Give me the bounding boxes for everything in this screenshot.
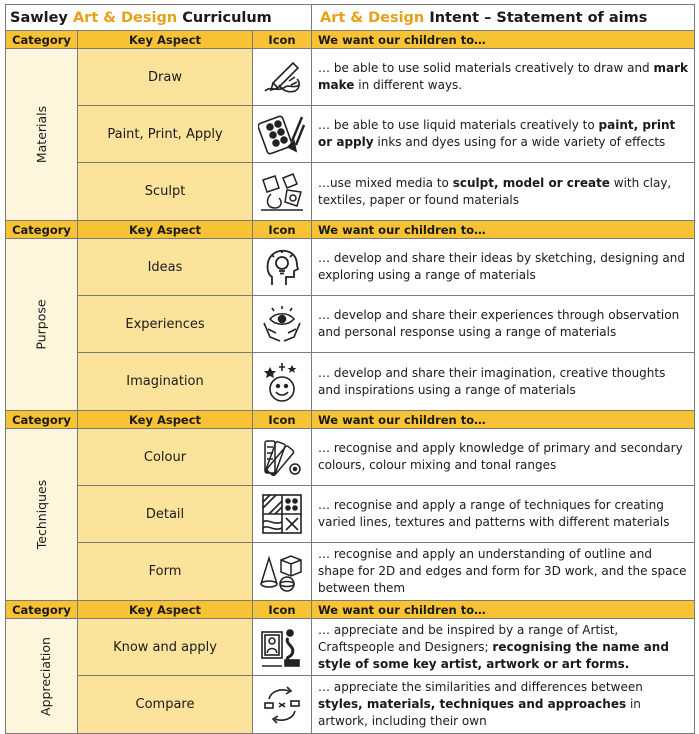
table-row (6, 619, 695, 676)
curriculum-table (5, 4, 695, 734)
3d-shapes-icon (253, 543, 312, 601)
school-name: Sawley (10, 9, 68, 26)
header-key-aspect: Key Aspect (78, 411, 253, 429)
aim-description (312, 543, 695, 601)
category-label: Purpose (33, 299, 49, 350)
key-aspect: Compare (78, 676, 253, 734)
aim-text: … be able to use solid materials creatively to draw and (318, 61, 654, 75)
aim-description (312, 296, 695, 353)
hands-eye-icon (253, 296, 312, 353)
paint-palette-brushes-icon (253, 106, 312, 163)
aim-text: … develop and share their experiences through observation and personal response using a range of materials (318, 308, 680, 339)
aim-text: …use mixed media to (318, 175, 453, 190)
aim-text: in different ways. (354, 78, 463, 92)
aim-text: … develop and share their ideas by sketching, designing and exploring using a range of materials (318, 251, 685, 282)
aim-text: … recognise and apply an understanding of outline and shape for 2D and edges and form for 3D work, and the space between them (318, 547, 687, 595)
header-row (6, 411, 695, 429)
key-aspect: Paint, Print, Apply (78, 106, 253, 163)
category-label: Appreciation (37, 636, 53, 716)
intent-title (312, 5, 695, 31)
header-category: Category (6, 601, 78, 619)
curriculum-word: Curriculum (182, 9, 272, 26)
header-category: Category (6, 411, 78, 429)
aim-description (312, 486, 695, 543)
title-row (6, 5, 695, 31)
header-icon: Icon (253, 221, 312, 239)
colour-swatches-icon (253, 429, 312, 486)
framed-art-sculpture-icon (253, 619, 312, 676)
aim-description (312, 49, 695, 106)
aim-text-bold: recognising the name and style of some key artist, artwork or art forms. (318, 639, 669, 671)
key-aspect: Form (78, 543, 253, 601)
aim-text-bold: mark make (318, 61, 688, 92)
curriculum-title (6, 5, 312, 31)
head-lightbulb-icon (253, 239, 312, 296)
header-row (6, 601, 695, 619)
key-aspect: Imagination (78, 353, 253, 411)
category-label: Materials (33, 105, 49, 164)
header-want: We want our children to… (312, 601, 695, 619)
aim-text: … appreciate the similarities and differences between (318, 680, 643, 694)
intent-rest: Intent – Statement of aims (429, 9, 648, 26)
subject-name: Art & Design (72, 9, 178, 26)
intent-subject: Art & Design (320, 9, 425, 26)
aim-description (312, 106, 695, 163)
aim-description (312, 676, 695, 734)
sculpture-shapes-icon (253, 163, 312, 221)
header-category: Category (6, 31, 78, 49)
header-key-aspect: Key Aspect (78, 221, 253, 239)
header-icon: Icon (253, 601, 312, 619)
header-row (6, 31, 695, 49)
aim-text: … be able to use liquid materials creatively to (318, 118, 599, 132)
category-cell (6, 429, 78, 601)
header-want: We want our children to… (312, 411, 695, 429)
header-key-aspect: Key Aspect (78, 31, 253, 49)
aim-description (312, 353, 695, 411)
header-want: We want our children to… (312, 221, 695, 239)
category-cell (6, 619, 78, 734)
aim-text: … develop and share their imagination, creative thoughts and inspirations using a range of materials (318, 365, 666, 397)
key-aspect: Sculpt (78, 163, 253, 221)
aim-text: … appreciate and be inspired by a range of Artist, Craftspeople and Designers; (318, 622, 619, 654)
aim-text: inks and dyes using for a wide variety of effects (373, 135, 666, 149)
key-aspect: Colour (78, 429, 253, 486)
table-row (6, 543, 695, 601)
header-want: We want our children to… (312, 31, 695, 49)
table-row (6, 49, 695, 106)
category-label: Techniques (33, 479, 49, 550)
aim-description (312, 619, 695, 676)
category-cell (6, 49, 78, 221)
smiling-face-stars-icon (253, 353, 312, 411)
key-aspect: Experiences (78, 296, 253, 353)
aim-description (312, 429, 695, 486)
aim-text-bold: styles, materials, techniques and approaches (318, 697, 627, 711)
pencil-drawing-hand-icon (253, 49, 312, 106)
key-aspect: Ideas (78, 239, 253, 296)
header-category: Category (6, 221, 78, 239)
table-row (6, 676, 695, 734)
header-icon: Icon (253, 411, 312, 429)
aim-description (312, 239, 695, 296)
aim-description (312, 163, 695, 221)
table-row (6, 239, 695, 296)
header-icon: Icon (253, 31, 312, 49)
table-row (6, 106, 695, 163)
table-row (6, 429, 695, 486)
table-row (6, 353, 695, 411)
aim-text-bold: paint, print or apply (318, 118, 676, 149)
header-key-aspect: Key Aspect (78, 601, 253, 619)
aim-text: in artwork, including their own (318, 697, 641, 728)
compare-arrows-icon (253, 676, 312, 734)
header-row (6, 221, 695, 239)
aim-text: with clay, textiles, paper or found materials (318, 175, 672, 207)
table-row (6, 486, 695, 543)
table-row (6, 163, 695, 221)
aim-text-bold: sculpt, model or create (452, 175, 610, 190)
pattern-grid-icon (253, 486, 312, 543)
aim-text: … recognise and apply a range of techniques for creating varied lines, textures and patterns with different materials (318, 498, 670, 529)
key-aspect: Draw (78, 49, 253, 106)
category-cell (6, 239, 78, 411)
key-aspect: Detail (78, 486, 253, 543)
key-aspect: Know and apply (78, 619, 253, 676)
table-row (6, 296, 695, 353)
aim-text: … recognise and apply knowledge of primary and secondary colours, colour mixing and tonal ranges (318, 441, 683, 472)
